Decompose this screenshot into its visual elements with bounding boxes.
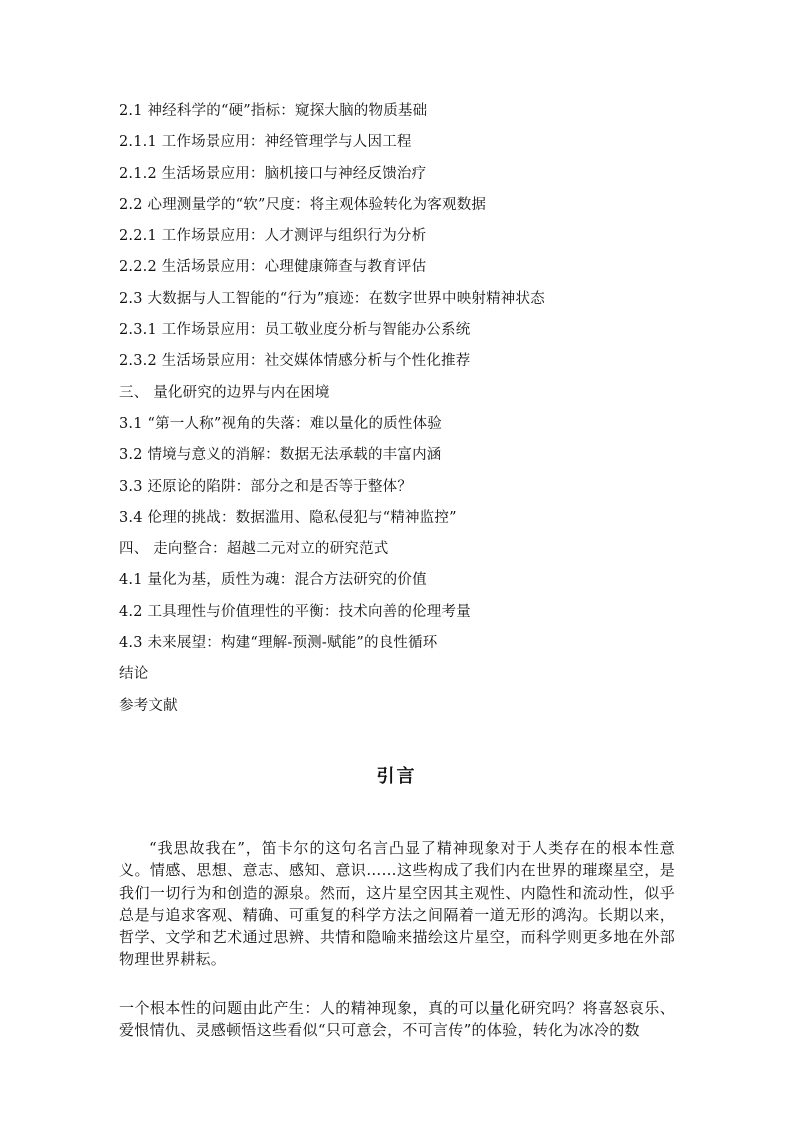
toc-item: 2.3.1 工作场景应用：员工敬业度分析与智能办公系统 xyxy=(119,322,471,339)
toc-item: 3.2 情境与意义的消解：数据无法承载的丰富内涵 xyxy=(119,447,442,464)
intro-paragraph-1: “我思故我在”，笛卡尔的这句名言凸显了精神现象对于人类存在的根本性意义。情感、思想、意志、感知、意识……这些构成了我们内在世界的璀璨星空，是我们一切行为和创造的源泉。然而，这片星空因其主观性、内隐性和流动性，似乎总是与追求客观、精确、可重复的科学方法之间隔着一道无形的鸿沟。长期以来，哲学、文学和艺术通过思辨、共情和隐喻来描绘这片星空，而科学则更多地在外部物理世界耕耘。 xyxy=(119,839,675,969)
toc-item: 2.1.1 工作场景应用：神经管理学与人因工程 xyxy=(119,134,412,151)
intro-heading: 引言 xyxy=(376,766,417,787)
toc-item: 4.3 未来展望：构建“理解-预测-赋能”的良性循环 xyxy=(119,635,438,652)
toc-item: 4.1 量化为基，质性为魂：混合方法研究的价值 xyxy=(119,572,427,589)
toc-conclusion: 结论 xyxy=(119,666,149,683)
toc-item: 3.3 还原论的陷阱：部分之和是否等于整体？ xyxy=(119,478,413,495)
intro-paragraph-2: 一个根本性的问题由此产生：人的精神现象，真的可以量化研究吗？将喜怒哀乐、爱恨情仇、灵感顿悟这些看似“只可意会，不可言传”的体验，转化为冰冷的数 xyxy=(119,999,675,1040)
toc-item: 3.1 “第一人称”视角的失落：难以量化的质性体验 xyxy=(119,415,442,432)
toc-item: 2.3.2 生活场景应用：社交媒体情感分析与个性化推荐 xyxy=(119,353,471,370)
toc-item: 2.2.2 生活场景应用：心理健康筛查与教育评估 xyxy=(119,259,427,276)
toc-item: 3.4 伦理的挑战：数据滥用、隐私侵犯与“精神监控” xyxy=(119,509,457,526)
table-of-contents xyxy=(119,98,679,724)
toc-item: 2.3 大数据与人工智能的“行为”痕迹：在数字世界中映射精神状态 xyxy=(119,290,545,307)
toc-references: 参考文献 xyxy=(119,697,178,714)
toc-chapter: 四、 走向整合：超越二元对立的研究范式 xyxy=(119,541,389,558)
toc-item: 4.2 工具理性与价值理性的平衡：技术向善的伦理考量 xyxy=(119,603,471,620)
toc-chapter: 三、 量化研究的边界与内在困境 xyxy=(119,384,330,401)
toc-item: 2.1 神经科学的“硬”指标：窥探大脑的物质基础 xyxy=(119,103,428,119)
toc-item: 2.2.1 工作场景应用：人才测评与组织行为分析 xyxy=(119,228,427,245)
toc-item: 2.1.2 生活场景应用：脑机接口与神经反馈治疗 xyxy=(119,165,427,182)
toc-item: 2.2 心理测量学的“软”尺度：将主观体验转化为客观数据 xyxy=(119,196,487,213)
